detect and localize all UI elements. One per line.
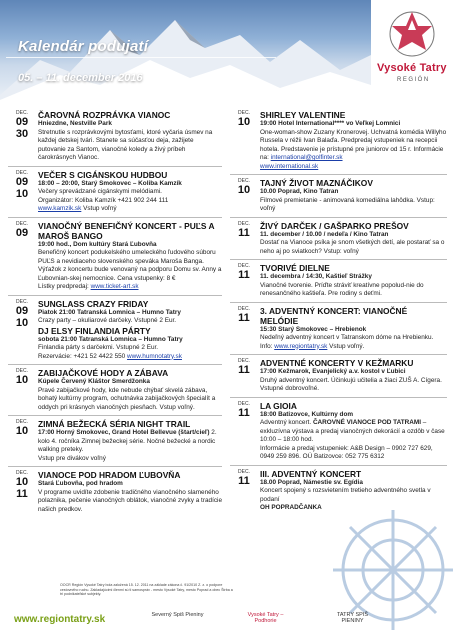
event-title: VIANOČNÝ BENEFIČNÝ KONCERT - PUĽS A MAROŠ BANGO	[38, 220, 215, 241]
date-day: 10	[237, 184, 251, 196]
event-title: 3. ADVENTNÝ KONCERT: VIANOČNÉ MELÓDIE	[260, 305, 408, 326]
left-event-column	[8, 110, 222, 517]
event-title: III. ADVENTNÝ KONCERT	[260, 468, 362, 479]
event-description: 19:00 hod., Dom kultúry Stará Ľubovňa Benefičný koncert podukelského umeleckého ľudového súboru PUĽS a nevidiaceho slovenského speváka Maroša Banga. Výťažok z koncertu bude venovaný na podporu Domu sv. Anny a Ľubovnian-skej nemocnice. Cena vstupenky: 8 € Lístky predpredaj: www.ticket-art.sk	[38, 240, 222, 290]
website-link[interactable]: www.regiontatry.sk	[14, 614, 106, 625]
date-day: 09	[15, 304, 29, 317]
event-item	[230, 358, 447, 394]
event-description: Hniezdne, Nestville Park Stretnutie s rozprávkovými bytosťami, ktoré vyčaria úsmev na každej detskej tvári. Stanete sa súčasťou deja, zažijete putovanie za Santom, vianočné koledy a živý príbeh čarokrásnych Vianoc.	[38, 120, 213, 161]
divider	[230, 217, 447, 218]
divider	[8, 295, 222, 296]
event-link[interactable]: www.humnotatry.sk	[127, 352, 182, 360]
vysoke-tatry-podhorie-logo: Vysoké Tatry – Podhorie	[247, 612, 284, 624]
event-description: Kúpele Červený Kláštor Smerdžonka Pravé zabijačkové hody, kde nebude chýbať skvelá zábava, bohatý kultúrny program, ochutnávka zabijačkových špecialít a oddych pri krásnych vianočných piesňach. Vstup voľný.	[38, 378, 216, 411]
event-date	[8, 470, 36, 500]
event-link[interactable]: www.ticket-art.sk	[90, 283, 139, 290]
event-description: 18.00 Poprad, Námestie sv. Egídia Koncert spojený s rozsvietením tretieho adventného svetla v podaní OH POPRADČANKA	[260, 478, 431, 511]
event-title: TAJNÝ ŽIVOT MAZNÁČIKOV	[260, 178, 373, 188]
date-day: 10	[15, 425, 29, 437]
event-link[interactable]: www.international.sk	[260, 162, 319, 170]
date-month: DEC.	[238, 263, 250, 269]
event-title: VIANOCE POD HRADOM ĽUBOVŇA	[38, 470, 181, 480]
event-date	[8, 299, 36, 329]
divider	[8, 415, 222, 416]
snowflake-icon	[382, 6, 442, 61]
date-month: DEC.	[238, 220, 250, 227]
divider	[230, 174, 447, 175]
brand-logo[interactable]	[371, 0, 453, 108]
event-title: TVORIVÉ DIELNE	[260, 263, 330, 273]
title-divider	[6, 57, 276, 58]
event-item	[8, 368, 222, 412]
date-month: DEC.	[238, 305, 250, 312]
divider	[8, 466, 222, 467]
event-link[interactable]: international@golfinter.sk	[270, 154, 343, 161]
date-day: 11	[238, 406, 250, 419]
event-title: LA GIOIA	[260, 400, 297, 411]
event-item	[8, 470, 222, 514]
event-title: SUNGLASS CRAZY FRIDAY	[38, 298, 149, 309]
tatry-spis-pieniny-logo: TATRY SPIŠ PIENINY	[336, 612, 369, 624]
footnote: OOCR Región Vysoké Tatry bola založená 15. 12. 2011 na základe zákona č. 91/2010 Z. z. o podpore cestovného ruchu. Zakladajúcimi členmi sú ti samospráv - mesto Vysoké Tatry, mesto Poprad a obec Štrba a tri podnikateľské subjekty.	[60, 583, 233, 596]
date-day: 30	[15, 128, 29, 140]
date-month: DEC.	[238, 178, 250, 184]
page-title: Kalendár podujatí	[18, 38, 149, 55]
event-description: 17:00 Horný Smokovec, Grand Hotel Bellevue (štart/cieľ) 2. kolo 4. ročníka Zimnej bežeckej série. Nočné bežecké a nordic walking preteky. Vstup pre divákov voľný	[38, 429, 217, 462]
divider	[230, 465, 447, 466]
event-date	[230, 401, 258, 419]
date-day: 09	[15, 175, 29, 188]
event-description: 17:00 Kežmarok, Evanjelický a.v. kostol v Ľubici Druhý adventný koncert. Účinkujú učitelia a žiaci ZUŠ A. Cígera. Vstupné dobrovoľné.	[260, 368, 442, 392]
event-item	[230, 263, 447, 299]
divider	[8, 217, 222, 218]
event-title: DJ ELSY FINLANDIA PÁRTY	[38, 325, 151, 336]
date-day: 10	[15, 476, 29, 488]
event-description: 11. december / 10.00 / nedeľa / Kino Tatran Dostať na Vianoce psíka je snom všetkých detí, ale postarať sa o neho aj po sviatkoch? Vstup: voľný	[260, 230, 445, 255]
date-month: DEC.	[238, 400, 250, 407]
date-day: 10	[15, 374, 29, 386]
date-day: 11	[238, 474, 250, 487]
divider	[230, 397, 447, 398]
date-month: DEC.	[238, 110, 250, 116]
date-month: DEC.	[16, 110, 28, 116]
logo-region: REGIÓN	[397, 77, 430, 83]
right-event-column	[230, 110, 447, 516]
event-item	[230, 306, 447, 352]
divider	[230, 302, 447, 303]
divider	[8, 364, 222, 365]
event-description: 15:30 Starý Smokovec – Hrebienok Nedeľný adventný koncert v Tatranskom dóme na Hrebienku. Info: www.regiontatry.sk Vstup voľný.	[260, 325, 434, 350]
date-day: 11	[238, 226, 250, 239]
date-day: 11	[238, 311, 250, 324]
event-description: Stará Ľubovňa, pod hradom V programe uvidíte zdobenie tradičného vianočného slameného polaznika, pečenie vianočných oblátok, vianočné zvyky a tradície našich predkov.	[38, 480, 223, 513]
date-day: 11	[16, 488, 28, 500]
severny-spis-logo: Severný Spiš Pieniny	[151, 612, 204, 618]
event-date	[230, 110, 258, 128]
event-item	[8, 419, 222, 463]
event-link[interactable]: www.regiontatry.sk	[274, 342, 328, 350]
header-banner	[0, 0, 453, 108]
event-link[interactable]: www.kamzik.sk	[38, 205, 82, 212]
divider	[230, 259, 447, 260]
date-day: 10	[15, 187, 29, 200]
event-date	[230, 469, 258, 487]
event-item	[230, 221, 447, 257]
date-day: 11	[238, 269, 250, 281]
event-date	[8, 419, 36, 437]
event-date	[8, 170, 36, 200]
event-description: 10.00 Poprad, Kino Tatran Filmové premietanie - animovaná komediálna lahôdka. Vstup: voľný	[260, 188, 435, 212]
event-item	[230, 178, 447, 214]
date-month: DEC.	[16, 298, 28, 305]
event-title: ŽIVÝ DARČEK / GAŠPARKO PREŠOV	[260, 220, 409, 231]
event-item	[8, 170, 222, 214]
divider	[8, 166, 222, 167]
event-description: sobota 21:00 Tatranská Lomnica – Humno Tatry Finlandia párty s darčekmi. Vstupné 2 Eur. Rezervácie: +421 52 4422 550 www.humnotatry.sk	[38, 335, 183, 360]
event-description: 11. decembra / 14:30, Kaštieľ Strážky Vianočné tvorenie. Príďte stráviť kreatívne popolud-nie do renesančného kaštieľa. Pre rodiny s deťmi.	[260, 273, 424, 297]
event-item	[8, 299, 222, 362]
date-month: DEC.	[16, 169, 28, 176]
event-date	[8, 110, 36, 140]
date-day: 10	[15, 316, 29, 329]
date-day: 09	[15, 116, 29, 128]
date-range: 05. – 11. december 2016	[18, 72, 143, 84]
event-item	[230, 110, 447, 171]
event-title: SHIRLEY VALENTINE	[260, 110, 346, 120]
date-month: DEC.	[238, 358, 250, 364]
event-item	[8, 110, 222, 163]
event-date	[230, 306, 258, 324]
event-title: ADVENTNÉ KONCERTY V KEŽMARKU	[260, 358, 414, 368]
event-title: VEČER S CIGÁNSKOU HUDBOU	[38, 169, 168, 180]
date-month: DEC.	[16, 220, 28, 227]
divider	[230, 354, 447, 355]
logo-brand: Vysoké Tatry	[377, 62, 447, 74]
event-title: ČAROVNÁ ROZPRÁVKA VIANOC	[38, 110, 171, 120]
event-date	[230, 263, 258, 281]
event-description: Piatok 21:00 Tatranská Lomnica – Humno Tatry Crazy party – okuliarové darčeky. Vstupné 2 Eur.	[38, 308, 181, 324]
event-date	[230, 358, 258, 376]
date-day: 11	[238, 364, 250, 376]
event-item	[8, 221, 222, 292]
date-month: DEC.	[16, 419, 28, 425]
event-item	[230, 401, 447, 462]
event-title: ZIMNÁ BEŽECKÁ SÉRIA NIGHT TRAIL	[38, 419, 191, 429]
event-date	[230, 221, 258, 239]
event-date	[8, 221, 36, 239]
event-description: 18:00 Batizovce, Kultúrny dom Adventný koncert. ČAROVNÉ VIANOCE POD TATRAMI – exkluzívna výstava a predaj vianočných dekorácií a ozdôb v čase 10:00 – 18:00 hod. Informácie a predaj vstupeniek: A&B Design – 0902 727 629, 0949 259 896. OÚ Batizovce: 052 775 6312	[260, 410, 445, 460]
event-date	[230, 178, 258, 196]
event-title: ZABIJAČKOVÉ HODY A ZÁBAVA	[38, 368, 169, 378]
event-description: 19:00 Hotel International**** vo Veľkej Lomnici One-woman-show Zuzany Kronerovej. Uchvatná komédia Willyho Russela v réžii Ivan Balaďa. Predpredaj vstupeniek na recepcii hotela. Predstavenie je prístupné pre juniorov od 15 r. Informácie na: international@golfinter.sk www.international.sk	[260, 120, 447, 170]
date-month: DEC.	[16, 368, 28, 374]
event-date	[8, 368, 36, 386]
date-day: 09	[15, 226, 29, 239]
date-month: DEC.	[16, 470, 28, 476]
event-description: 18:00 – 20:00, Starý Smokovec – Koliba Kamzík Večery sprevádzané cigánskymi melódiami. Organizátor: Koliba Kamzík +421 902 244 111 www.kamzik.sk Vstup voľný	[38, 179, 182, 212]
date-month: DEC.	[238, 468, 250, 475]
date-day: 10	[237, 116, 251, 128]
